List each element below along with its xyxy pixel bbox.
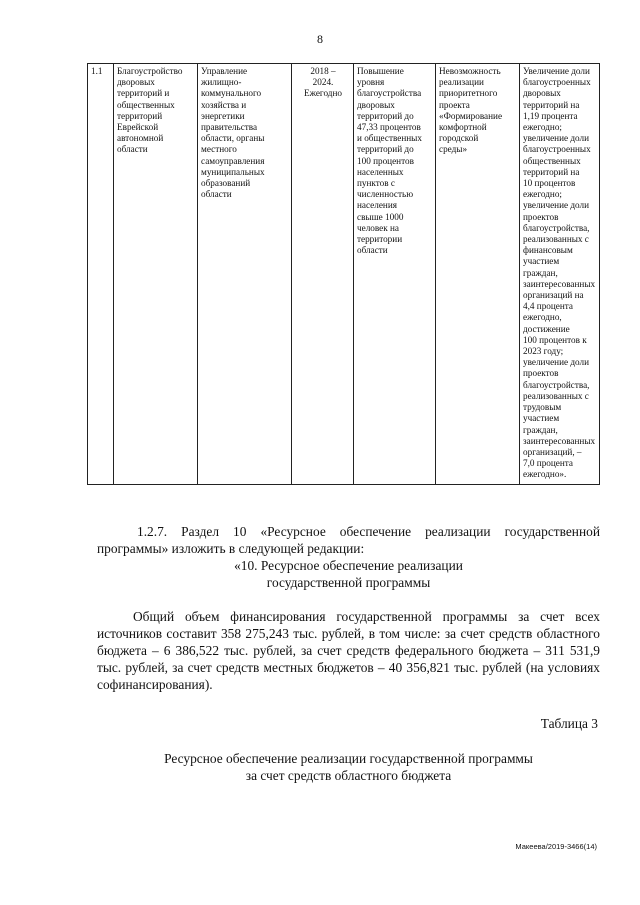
cell-consequences: Невозможность реализации приоритетного проекта «Формирование комфортной городской среды» [436, 64, 520, 485]
cell-expected-result: Повышение уровня благоустройства дворовых территорий до 47,33 процентов и общественных территорий до 100 процентов населенных пунктов с численностью населения свыше 1000 человек на территории области [354, 64, 436, 485]
page-number: 8 [317, 32, 323, 46]
cell-number: 1.1 [88, 64, 114, 485]
paragraph-amendment: 1.2.7. Раздел 10 «Ресурсное обеспечение реализации государственной программы» изложить в следующей редакции: [97, 524, 600, 556]
cell-term: 2018 – 2024. Ежегодно [292, 64, 354, 485]
table-row [88, 64, 600, 485]
cell-measure-name: Благоустройство дворовых территорий и общественных территорий Еврейской автономной области [114, 64, 198, 485]
section-title [97, 557, 600, 591]
table-label: Таблица 3 [540, 716, 598, 731]
table-title [97, 750, 600, 784]
paragraph-funding: Общий объем финансирования государственной программы за счет всех источников составит 358 275,243 тыс. рублей, в том числе: за счет средств областного бюджета – 6 386,522 тыс. рублей, за счет средств федерального бюджета – 311 531,9 тыс. рублей, за счет средств местных бюджетов – 40 356,821 тыс. рублей (на условиях софинансирования). [97, 609, 600, 692]
section-title-line-1: «10. Ресурсное обеспечение реализации [234, 558, 463, 573]
cell-responsible: Управление жилищно- коммунального хозяйства и энергетики правительства области, органы местного самоуправления муниципальных образований области [198, 64, 292, 485]
footer-document-code: Макеева/2019-3466(14) [515, 842, 597, 851]
table-title-line-2: за счет средств областного бюджета [245, 768, 452, 783]
cell-indicators-relation: Увеличение доли благоустроенных дворовых территорий на 1,19 процента ежегодно; увеличение доли благоустроенных общественных территорий на 10 процентов ежегодно; увеличение доли проектов благоустройства, реализованных с финансовым участием граждан, заинтересованных организаций на 4,4 процента ежегодно, достижение 100 процентов к 2023 году; увеличение доли проектов благоустройства, реализованных с трудовым участием граждан, заинтересованных организаций, – 7,0 процента ежегодно». [520, 64, 600, 485]
table-title-line-1: Ресурсное обеспечение реализации государственной программы [164, 751, 533, 766]
section-title-line-2: государственной программы [266, 575, 431, 590]
measures-table [87, 63, 600, 485]
